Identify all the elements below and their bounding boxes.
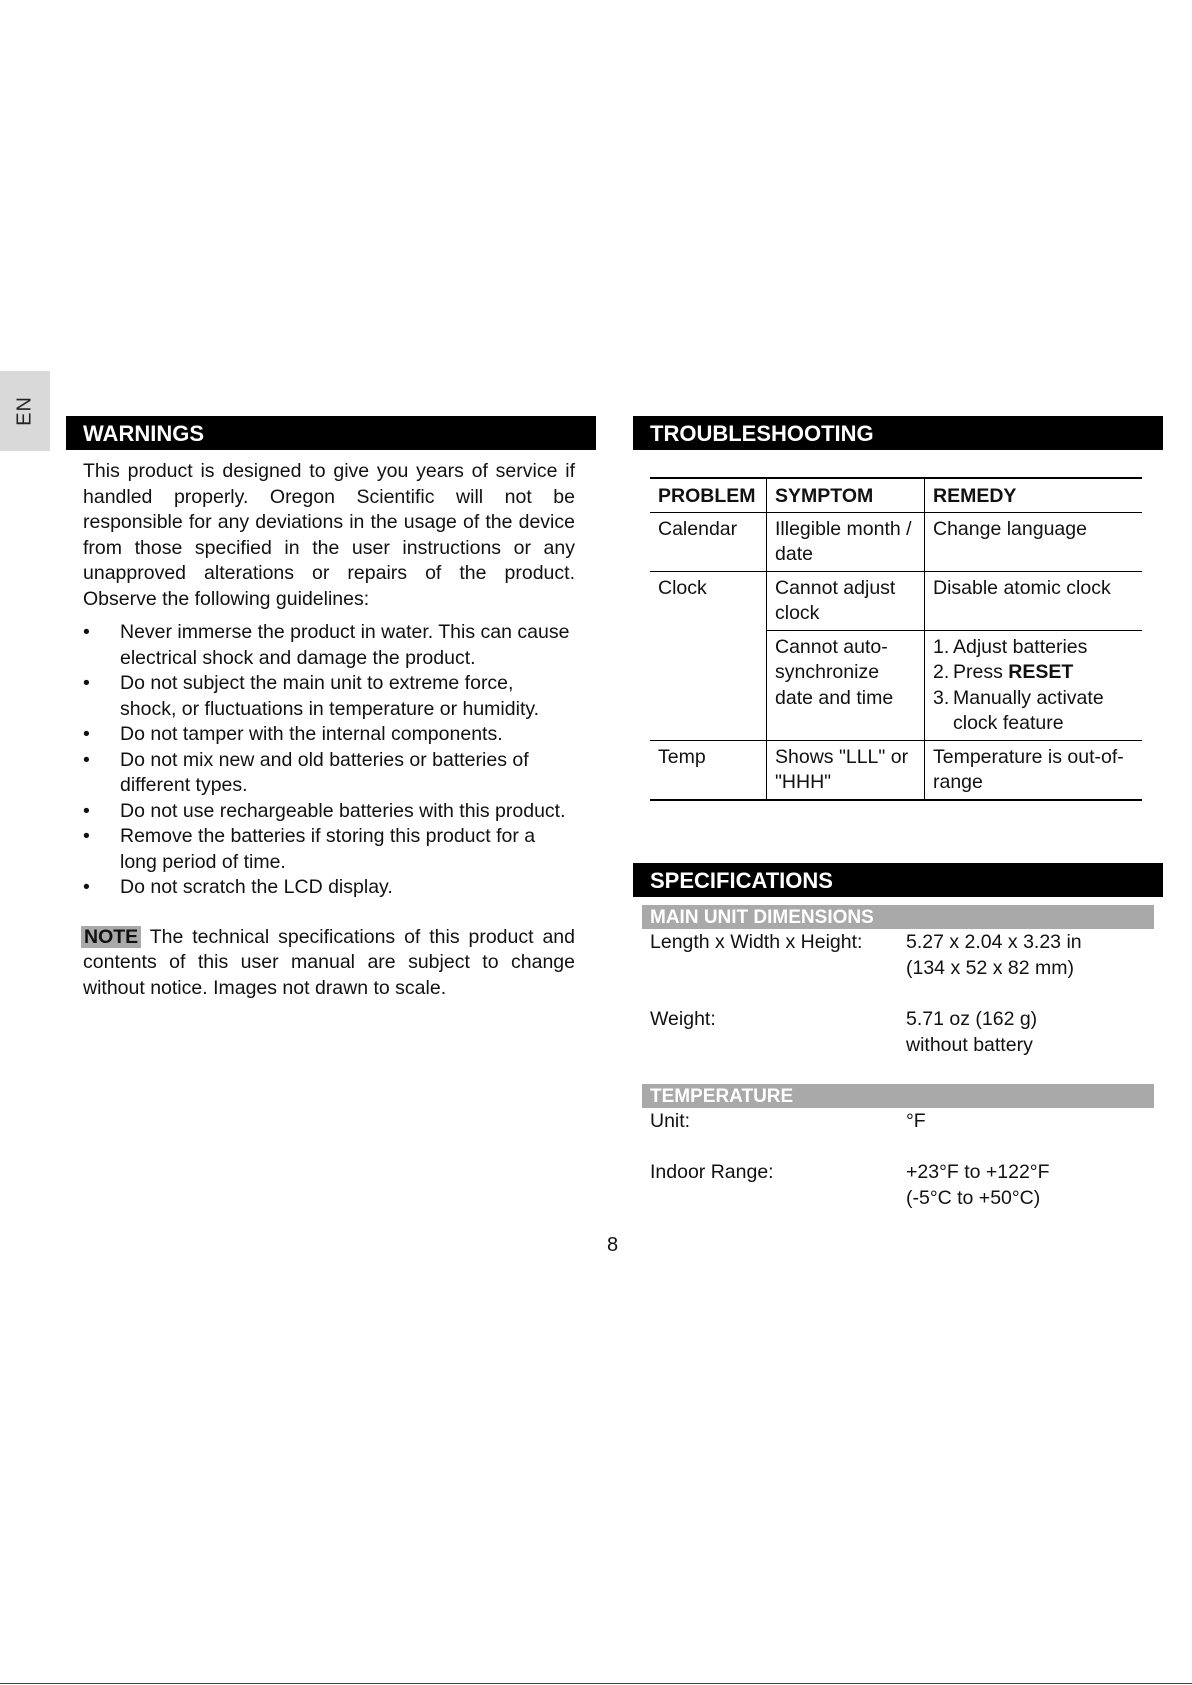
note-paragraph (83, 925, 575, 1002)
column-header-symptom: SYMPTOM (767, 478, 925, 512)
column-header-remedy: REMEDY (925, 478, 1143, 512)
symptom-cell: Shows "LLL" or "HHH" (767, 740, 925, 800)
note-label: NOTE (81, 926, 141, 948)
note-text: The technical specifications of this product and contents of this user manual are subject to change without notice. Images not drawn to scale. (83, 925, 575, 999)
warnings-heading: WARNINGS (66, 416, 596, 450)
remedy-cell: Change language (925, 512, 1143, 571)
weight-label: Weight: (650, 1008, 716, 1030)
list-item: • Remove the batteries if storing this product for a long period of time. (83, 825, 536, 873)
temperature-heading: TEMPERATURE (642, 1084, 1154, 1108)
symptom-cell: Cannot auto-synchronize date and time (767, 630, 925, 740)
size-value-in: 5.27 x 2.04 x 3.23 in (906, 931, 1082, 953)
table-row (650, 740, 1142, 800)
unit-label: Unit: (650, 1110, 691, 1132)
warnings-list (83, 620, 575, 901)
specifications-heading: SPECIFICATIONS (633, 863, 1163, 897)
problem-cell: Calendar (650, 512, 767, 571)
list-item: 1. Adjust batteries (933, 635, 1088, 658)
page-number: 8 (606, 1234, 619, 1256)
list-item: • Never immerse the product in water. This can cause electrical shock and damage the product. (83, 621, 570, 669)
reset-button-label: RESET (1008, 661, 1074, 683)
size-label: Length x Width x Height: (650, 931, 863, 953)
size-value-mm: (134 x 52 x 82 mm) (906, 957, 1074, 979)
remedy-steps (933, 635, 1135, 737)
list-item: • Do not tamper with the internal components. (83, 723, 503, 745)
weight-note: without battery (906, 1034, 1033, 1056)
problem-cell: Temp (650, 740, 767, 800)
table-row (650, 571, 1142, 630)
main-unit-dimensions-heading: MAIN UNIT DIMENSIONS (642, 905, 1154, 929)
indoor-range-label: Indoor Range: (650, 1161, 774, 1183)
remedy-cell (925, 630, 1143, 740)
warnings-section (83, 459, 575, 1001)
indoor-range-f: +23°F to +122°F (906, 1161, 1050, 1183)
warnings-intro: This product is designed to give you years of service if handled properly. Oregon Scientific will not be responsible for any deviations in the usage of the device from those specified in the user instructions or any unapproved alterations or repairs of the product. Observe the following guidelines: (83, 460, 575, 610)
indoor-range-c: (-5°C to +50°C) (906, 1187, 1041, 1209)
remedy-cell: Temperature is out-of-range (925, 740, 1143, 800)
list-item: • Do not scratch the LCD display. (83, 876, 393, 898)
list-item: 3. Manually activate clock feature (933, 686, 1104, 734)
weight-value: 5.71 oz (162 g) (906, 1008, 1038, 1030)
list-item: • Do not mix new and old batteries or batteries of different types. (83, 748, 529, 796)
troubleshooting-heading: TROUBLESHOOTING (633, 416, 1163, 450)
bottom-divider (0, 1683, 1192, 1684)
troubleshooting-table (650, 477, 1142, 801)
table-row (650, 512, 1142, 571)
list-item: • Do not use rechargeable batteries with this product. (83, 799, 566, 822)
problem-cell (650, 630, 767, 740)
language-tab (0, 371, 50, 451)
table-row (650, 630, 1142, 740)
table-header-row (650, 478, 1142, 512)
problem-cell: Clock (658, 576, 707, 599)
remedy-cell: Disable atomic clock (925, 571, 1143, 630)
unit-value: °F (906, 1110, 926, 1132)
symptom-cell: Cannot adjust clock (767, 571, 925, 630)
symptom-cell: Illegible month / date (767, 512, 925, 571)
list-item: • Do not subject the main unit to extreme force, shock, or fluctuations in temperature or humidity. (83, 672, 540, 720)
list-item: 2. Press RESET (933, 661, 1074, 683)
column-header-problem: PROBLEM (650, 478, 767, 512)
language-label: EN (13, 396, 36, 426)
